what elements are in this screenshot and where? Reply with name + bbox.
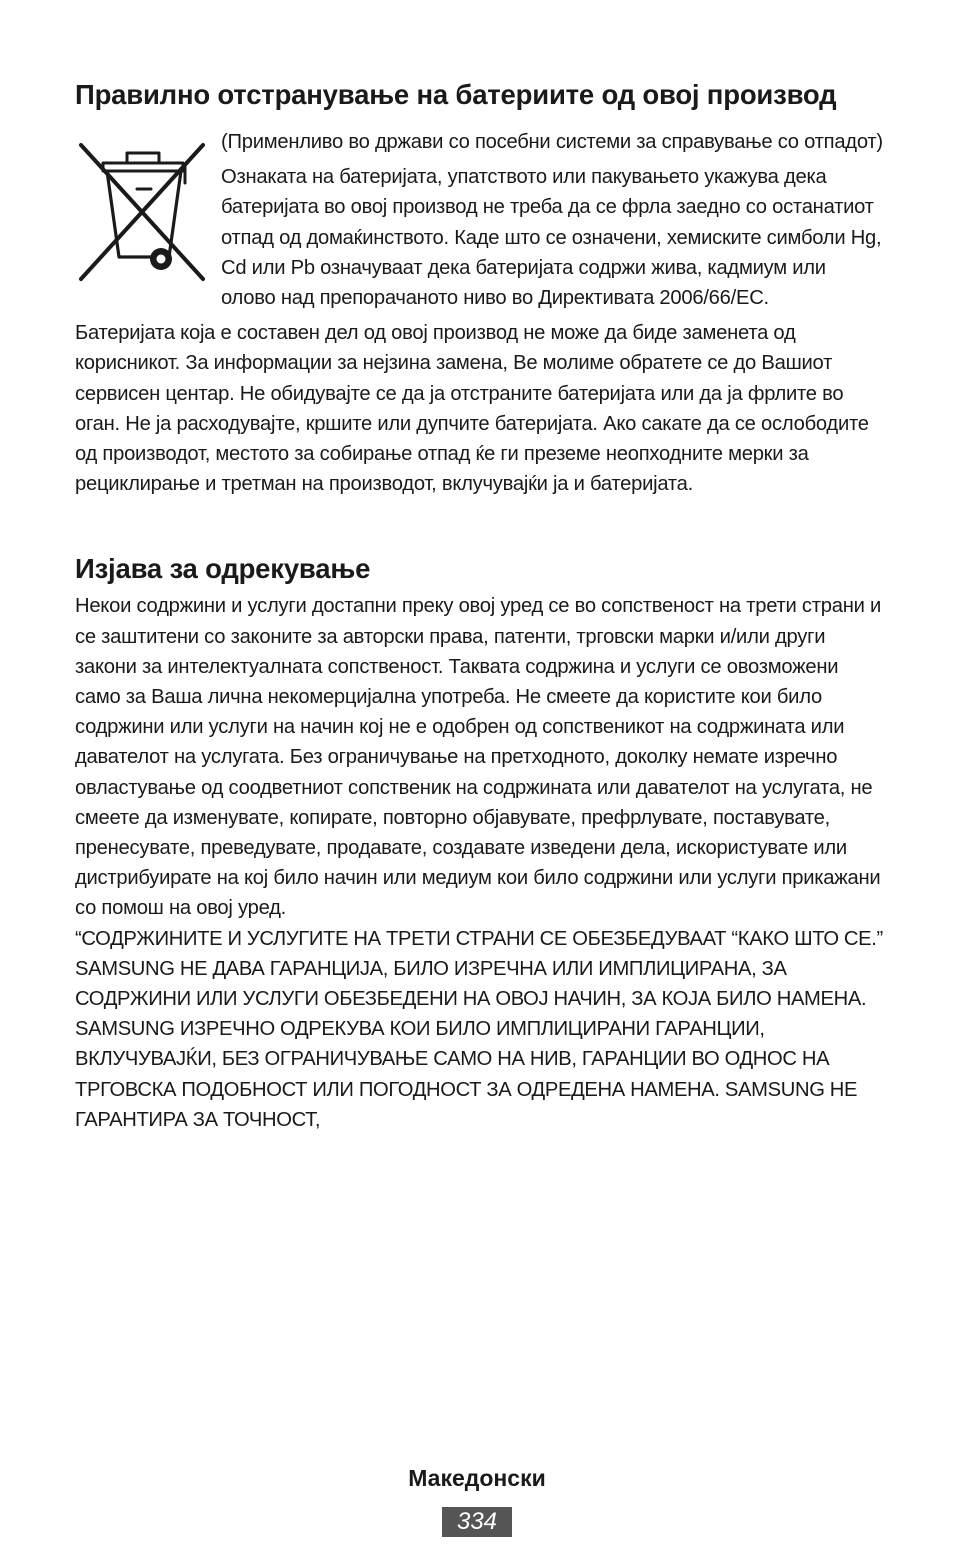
section-title-battery-disposal: Правилно отстранување на батериите од овој производ bbox=[75, 79, 837, 110]
disclaimer-paragraph: Некои содржини и услуги достапни преку овој уред се во сопственост на трети страни и се заштитени со законите за авторски права, патенти, трговски марки и/или други закони за интелектуалната сопственост. Таквата содржина и услуги се овозможени само за Ваша лична некомерцијална употреба. Не смеете да користите кои било содржини или услуги на начин кој не е одобрен од сопственикот на содржината или давателот на услугата. Без ограничување на претходното, доколку немате изречно овластување од соодветниот сопственик на содржината или давателот на услугата, не смеете да изменувате, копирате, повторно објавувате, префрлувате, поставувате, пренесувате, преведувате, продавате, создавате изведени дела, искористувате или дистрибуирате на кој било начин или медиум кои било содржини или услуги прикажани со помош на овој уред. bbox=[75, 595, 882, 920]
battery-replacement-text: Батеријата која е составен дел од овој производ не може да биде заменета од корисникот. За информации за нејзина замена, Ве молиме обратете се до Вашиот сервисен центар. Не обидувајте се да ја отстраните батеријата или да ја фрлите во оган. Не ја расходувајте, кршите или дупчите батеријата. Ако сакате да се ослободите од производот, местото за собирање отпад ќе ги преземе неопходните мерки за рециклирање и третман на производот, вклучувајќи ја и батеријата. bbox=[75, 322, 869, 496]
section-title-disclaimer: Изјава за одрекување bbox=[75, 553, 371, 585]
battery-applicability-text: (Применливо во држави со посебни системи за справување со отпадот) bbox=[221, 131, 883, 153]
battery-marking-text: Ознаката на батеријата, упатството или пакувањето укажува дека батеријата во овој производ не треба да се фрла заедно со останатиот отпад од домаќинството. Каде што се означени, хемиските симболи Hg, Cd или Pb означуваат дека батеријата содржи жива, кадмиум или олово над препорачаното ниво во Директивата 2006/66/EC. bbox=[221, 166, 882, 310]
disclaimer-caps-paragraph: “СОДРЖИНИТЕ И УСЛУГИТЕ НА ТРЕТИ СТРАНИ СЕ ОБЕЗБЕДУВААТ “КАКО ШТО СЕ.” SAMSUNG НЕ ДАВА ГАРАНЦИЈА, БИЛО ИЗРЕЧНА ИЛИ ИМПЛИЦИРАНА, ЗА СОДРЖИНИ ИЛИ УСЛУГИ ОБЕЗБЕДЕНИ НА ОВОЈ НАЧИН, ЗА КОЈА БИЛО НАМЕНА. SAMSUNG ИЗРЕЧНО ОДРЕКУВА КОИ БИЛО ИМПЛИЦИРАНИ ГАРАНЦИИ, ВКЛУЧУВАЈЌИ, БЕЗ ОГРАНИЧУВАЊЕ САМО НА НИВ, ГАРАНЦИИ ВО ОДНОС НА ТРГОВСКА ПОДОБНОСТ ИЛИ ПОГОДНОСТ ЗА ОДРЕДЕНА НАМЕНА. SAMSUNG НЕ ГАРАНТИРА ЗА ТОЧНОСТ, bbox=[75, 927, 883, 1131]
battery-disposal-body bbox=[75, 127, 885, 499]
page-number-badge: 334 bbox=[442, 1507, 512, 1537]
document-page bbox=[75, 74, 885, 1135]
footer-language-label: Македонски bbox=[408, 1465, 546, 1491]
crossed-out-wheelie-bin-icon bbox=[75, 139, 209, 289]
